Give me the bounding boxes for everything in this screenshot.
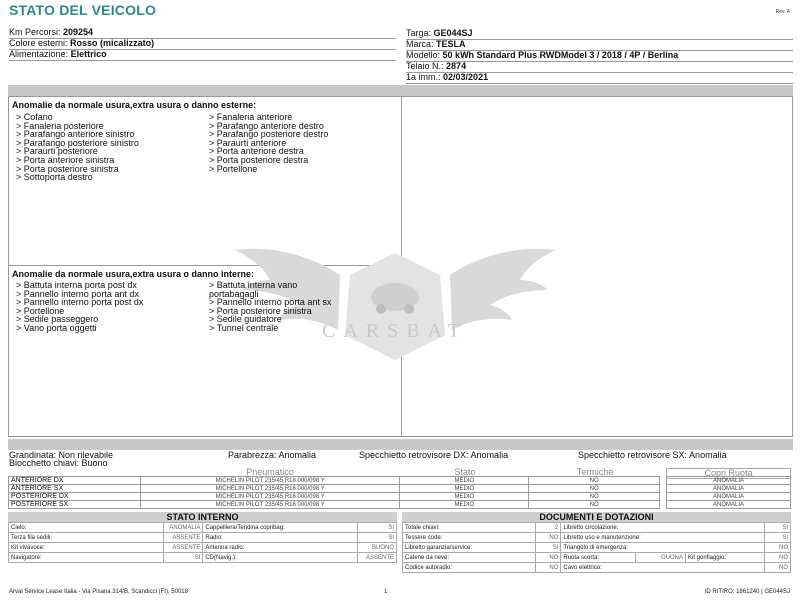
grid-label: Libretto uso e manutenzione: — [561, 533, 765, 543]
grid-label: Cielo: — [9, 523, 164, 533]
tyre-thermal: NO — [529, 501, 660, 509]
grid-label: Kit vivavoce: — [9, 543, 164, 553]
grid-row — [403, 533, 791, 543]
fuel-field: Alimentazione: Elettrico — [9, 49, 396, 61]
grid-label: Tessere code: — [403, 533, 536, 543]
tyre-row — [9, 485, 660, 493]
damage-item: > Parafango anteriore destro — [209, 120, 324, 131]
tyre-table — [8, 476, 660, 509]
wheel-cover-row — [667, 477, 791, 485]
grid-value: NO — [535, 553, 561, 563]
grid-row — [403, 543, 791, 553]
grid-label: Ruota scorta: — [561, 553, 636, 563]
grid-row — [9, 523, 397, 533]
footer-address: Arval Service Lease Italia - Via Pisana 314/B, Scandicci (FI), 50018 — [9, 589, 188, 595]
grid-label: Antenna radio: — [203, 543, 358, 553]
damage-item: > Pannello interno porta post dx — [16, 297, 144, 308]
grid-value: GUONA — [636, 553, 686, 563]
tyre-row — [9, 493, 660, 501]
internal-state-title: STATO INTERNO — [8, 512, 397, 522]
damage-item: > Paraurti anteriore — [209, 137, 287, 148]
internal-damage-list-left — [16, 281, 143, 333]
grid-label: Cappelliera/Tendina copribag: — [203, 523, 358, 533]
tyre-thermal: NO — [529, 485, 660, 493]
footer-id: ID RITIRO: 1861240 | GE044SJ — [704, 589, 790, 595]
tyre-row — [9, 501, 660, 509]
damage-item: > Paraurti posteriore — [16, 146, 98, 157]
grid-label: Libretto circolazione: — [561, 523, 765, 533]
damage-item: > Portellone — [209, 163, 258, 174]
damage-item: > Porta posteriore sinistra — [16, 163, 119, 174]
wheel-cover-status: ANOMALIA — [667, 485, 791, 493]
external-damage-title: Anomalie da normale usura,extra usura o danno esterne: — [12, 100, 257, 110]
grid-value: SI — [765, 523, 791, 533]
color-field: Colore esterni: Rosso (micalizzato) — [9, 38, 396, 50]
registration-field: 1a imm.: 02/03/2021 — [406, 72, 793, 84]
grid-value: NO — [765, 553, 791, 563]
grid-value: 2 — [535, 523, 561, 533]
tyre-thermal: NO — [529, 493, 660, 501]
wheel-cover-status: ANOMALIA — [667, 477, 791, 485]
damage-item: > Porta posteriore destra — [209, 154, 309, 165]
damage-item: > Parafango posteriore sinistro — [16, 137, 139, 148]
grid-label: Radio: — [203, 533, 358, 543]
tyre-status: MEDIO — [400, 477, 529, 485]
watermark-text: CARSBAT — [321, 320, 469, 342]
wheel-cover-status: ANOMALIA — [667, 493, 791, 501]
grid-row — [403, 523, 791, 533]
tyre-model: MICHELIN PILOT 235/45 R18 000/098 Y — [140, 485, 400, 493]
key-block-status: Blocchetto chiavi: Buono — [9, 458, 108, 468]
page-title: STATO DEL VEICOLO — [9, 2, 157, 18]
grid-value: BUONO — [358, 543, 397, 553]
model-field: Modello: 50 kWh Standard Plus RWDModel 3 / 2018 / 4P / Berlina — [406, 50, 793, 62]
tyre-status: MEDIO — [400, 493, 529, 501]
grid-label: Cavo elettrico: — [561, 563, 765, 573]
grid-label: Catene da neve: — [403, 553, 536, 563]
grid-label: Terza fila sedili: — [9, 533, 164, 543]
grid-row — [403, 563, 791, 573]
tyre-position: POSTERIORE DX — [9, 493, 141, 501]
damage-item: > Parafango posteriore destro — [209, 129, 329, 140]
grid-value: ASSENTE — [358, 553, 397, 563]
tyre-position: POSTERIORE SX — [9, 501, 141, 509]
tyre-header: Pneumatico — [246, 467, 294, 477]
external-damage-list-right — [209, 113, 328, 173]
tyre-model: MICHELIN PILOT 235/45 R18 000/098 Y — [140, 501, 400, 509]
mirror-dx-status: Specchietto retrovisore DX: Anomalia — [359, 450, 509, 460]
section-divider-top — [8, 85, 793, 96]
brand-field: Marca: TESLA — [406, 39, 793, 51]
km-field: Km Percorsi: 209254 — [9, 27, 396, 39]
damage-item: > Battuta interna porta post dx — [16, 280, 137, 290]
grid-value: SI — [358, 523, 397, 533]
grid-value: SI — [358, 533, 397, 543]
grid-label: Kit gonfiaggio: — [685, 553, 764, 563]
hail-status: Grandinata: Non rilevabile — [9, 450, 114, 460]
damage-item: > Pannello interno porta ant sx — [209, 297, 332, 308]
damage-item: > Porta anteriore destra — [209, 146, 304, 157]
damage-item: > Tunnel centrale — [209, 322, 279, 333]
damage-item: > Pannello interno porta ant dx — [16, 288, 139, 299]
grid-label: Triangolo di emergenza: — [561, 543, 765, 553]
section-divider-bottom — [8, 439, 793, 450]
wheel-cover-row — [667, 485, 791, 493]
grid-value: NO — [765, 543, 791, 553]
grid-label: Totale chiavi: — [403, 523, 536, 533]
chassis-field: Telaio N.: 2874 — [406, 61, 793, 73]
damage-item: > Sedile guidatore — [209, 314, 282, 325]
damage-item: > Battuta interna vano — [209, 280, 298, 290]
status-header: Stato — [454, 467, 476, 477]
mirror-sx-status: Specchietto retrovisore SX: Anomalia — [578, 450, 727, 460]
grid-row — [9, 543, 397, 553]
damage-item: > Porta posteriore sinistra — [209, 305, 312, 316]
internal-damage-list-right — [209, 281, 331, 333]
damage-item: > Parafango anteriore sinistro — [16, 129, 135, 140]
grid-value: SI — [164, 553, 203, 563]
internal-damage-title: Anomalie da normale usura,extra usura o danno interne: — [12, 269, 255, 279]
grid-row — [9, 553, 397, 563]
tyre-position: ANTERIORE SX — [9, 485, 141, 493]
damage-item: > Fanaleria posteriore — [16, 120, 104, 131]
tyre-thermal: NO — [529, 477, 660, 485]
grid-value: SI — [765, 533, 791, 543]
damage-item: > Porta anteriore sinistra — [16, 154, 115, 165]
wheel-cover-row — [667, 501, 791, 509]
damage-item: > Sottoporta destro — [16, 172, 93, 183]
damage-item: > Portellone — [16, 305, 65, 316]
damage-item: > Cofano — [16, 112, 53, 122]
page-number: 1 — [384, 589, 388, 595]
damage-item: > Vano porta oggetti — [16, 322, 97, 333]
damage-item: > Sedile passeggero — [16, 314, 99, 325]
grid-label: Codice autoradio: — [403, 563, 536, 573]
grid-value: SI — [535, 543, 561, 553]
grid-value: ASSENTE — [164, 533, 203, 543]
grid-value: NO — [535, 563, 561, 573]
thermal-header: Termiche — [576, 467, 614, 477]
tyre-model: MICHELIN PILOT 235/45 R18 000/098 Y — [140, 477, 400, 485]
revision-label: Rev. A — [775, 9, 790, 15]
documents-title: DOCUMENTI E DOTAZIONI — [402, 512, 791, 522]
grid-value: NO — [765, 563, 791, 573]
grid-label: Libretto garanzia/service: — [403, 543, 536, 553]
grid-label: Navigatore: — [9, 553, 164, 563]
wheel-cover-table — [666, 476, 791, 509]
grid-row — [9, 533, 397, 543]
grid-value: ANOMALIA — [164, 523, 203, 533]
plate-field: Targa: GE044SJ — [406, 28, 793, 40]
external-damage-list-left — [16, 113, 139, 182]
grid-value: NO — [535, 533, 561, 543]
grid-value: ASSENTE — [164, 543, 203, 553]
internal-state-table — [8, 522, 397, 563]
documents-table — [402, 522, 791, 573]
wheel-cover-header: Copri Ruota — [666, 468, 791, 479]
windshield-status: Parabrezza: Anomalia — [228, 450, 317, 460]
tyre-status: MEDIO — [400, 501, 529, 509]
damage-item: > Fanaleria anteriore — [209, 112, 293, 122]
wheel-cover-status: ANOMALIA — [667, 501, 791, 509]
grid-row — [403, 553, 791, 563]
tyre-status: MEDIO — [400, 485, 529, 493]
tyre-model: MICHELIN PILOT 235/45 R18 000/098 Y — [140, 493, 400, 501]
damage-item: portabagagli — [209, 288, 259, 299]
grid-label: CD(Navig.): — [203, 553, 358, 563]
wheel-cover-row — [667, 493, 791, 501]
tyre-row — [9, 477, 660, 485]
tyre-position: ANTERIORE DX — [9, 477, 141, 485]
